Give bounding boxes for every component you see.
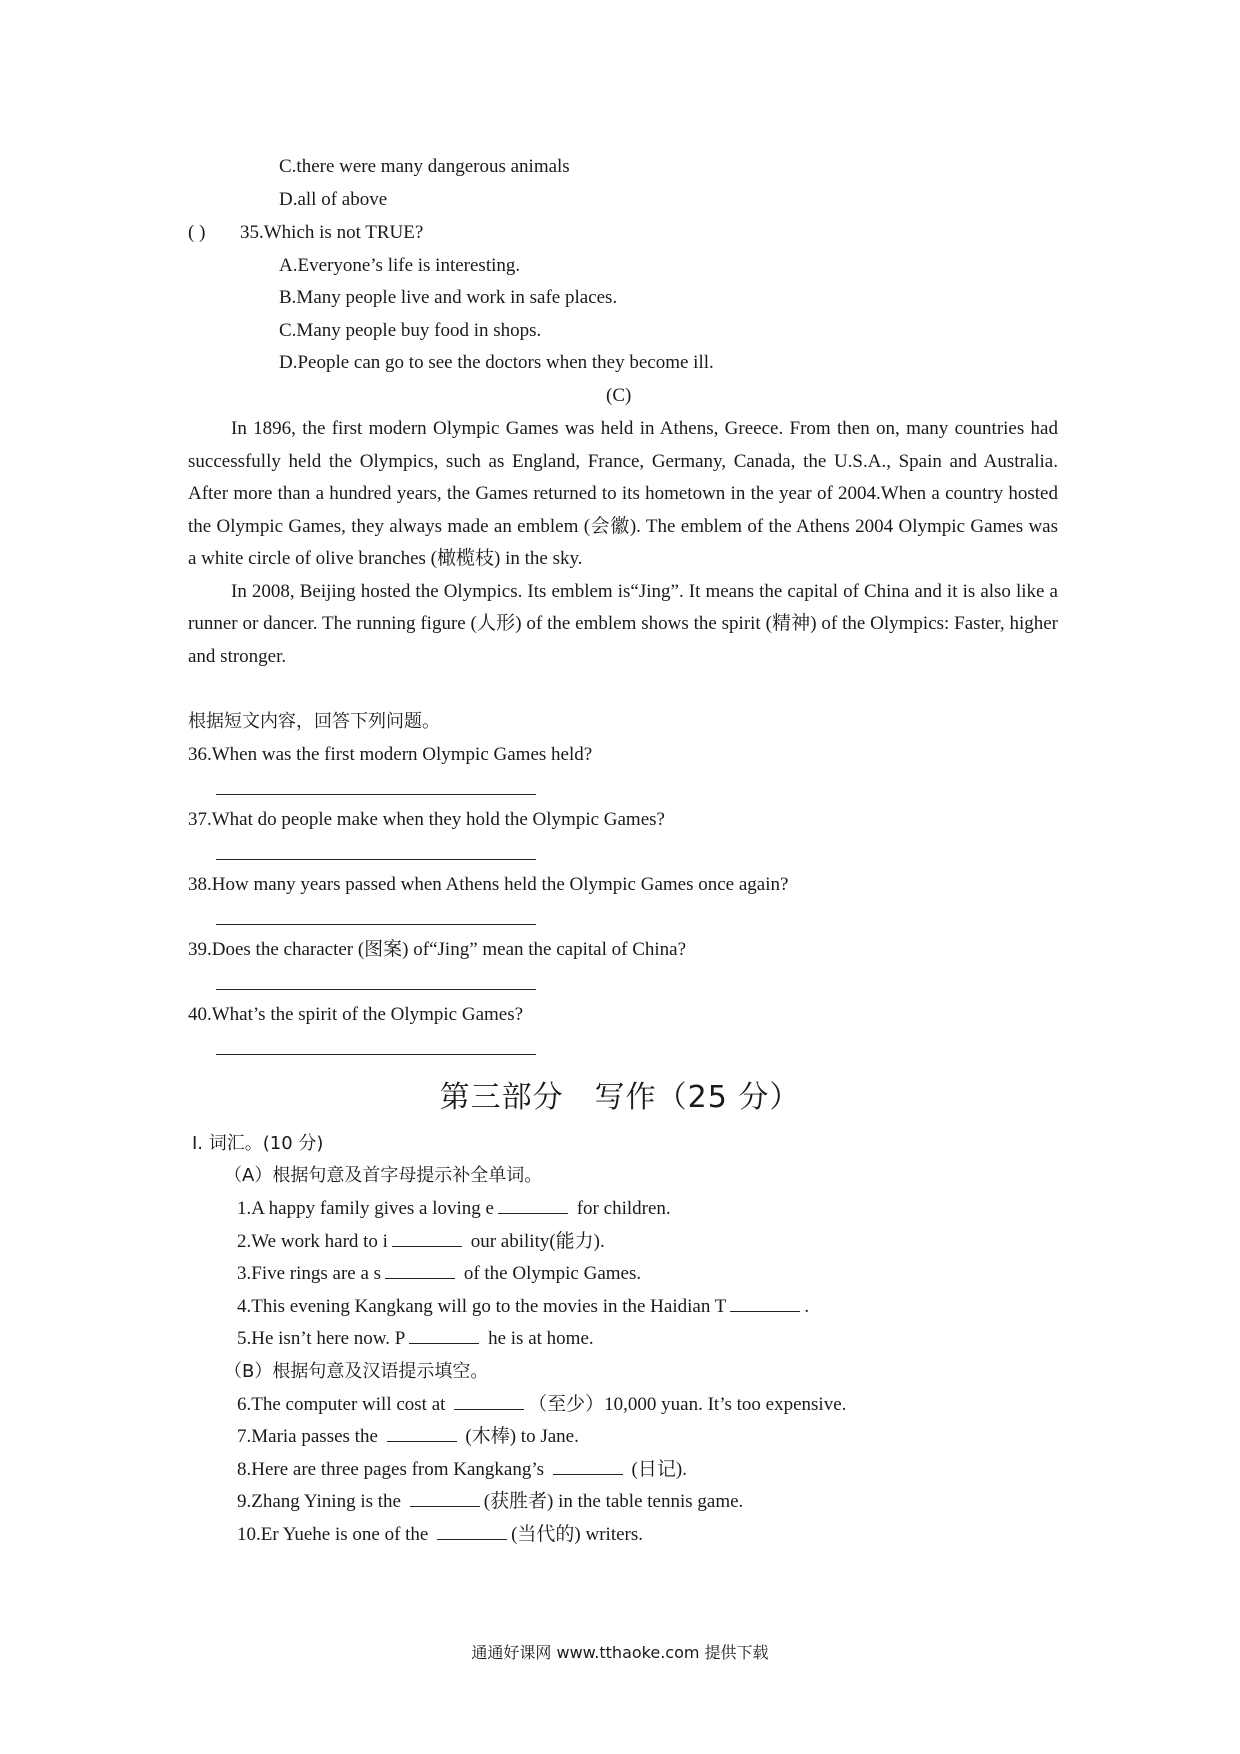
vocab-item-5 [237, 1323, 594, 1356]
vocab-item-8-text: 8.Here are three pages from Kangkang’s [237, 1459, 549, 1480]
q35-option-a: A.Everyone’s life is interesting. [279, 255, 521, 276]
blank-6[interactable] [454, 1389, 524, 1410]
vocab-item-1-text: 1.A happy family gives a loving e [237, 1198, 494, 1219]
passage-label: (C) [606, 385, 632, 406]
group-b-instruction: （B）根据句意及汉语提示填空。 [224, 1361, 489, 1382]
question-37: 37.What do people make when they hold the Olympic Games? [188, 809, 665, 830]
vocab-item-3-tail: of the Olympic Games. [459, 1263, 642, 1284]
passage-instruction: 根据短文内容，回答下列问题。 [188, 711, 440, 732]
vocab-item-6 [237, 1389, 846, 1422]
vocab-item-8 [237, 1454, 687, 1487]
vocab-item-2 [237, 1226, 605, 1259]
vocab-item-4-text: 4.This evening Kangkang will go to the movies in the Haidian T [237, 1296, 727, 1317]
vocab-item-1 [237, 1193, 671, 1226]
vocab-item-2-text: 2.We work hard to i [237, 1231, 388, 1252]
blank-5[interactable] [409, 1323, 479, 1344]
passage-text [188, 413, 1058, 673]
q35-option-c: C.Many people buy food in shops. [279, 320, 542, 341]
part3-title: 第三部分 写作（25 分） [439, 1080, 801, 1115]
blank-10[interactable] [437, 1519, 507, 1540]
blank-4[interactable] [730, 1291, 800, 1312]
vocab-item-5-tail: he is at home. [483, 1328, 594, 1349]
vocab-item-5-text: 5.He isn’t here now. P [237, 1328, 406, 1349]
q35-option-b: B.Many people live and work in safe places. [279, 287, 618, 308]
q34-option-c: C.there were many dangerous animals [279, 156, 570, 177]
vocab-item-7-text: 7.Maria passes the [237, 1426, 383, 1447]
vocab-item-4 [237, 1291, 809, 1324]
vocab-item-2-tail: our ability(能力). [465, 1231, 605, 1252]
vocab-item-1-tail: for children. [571, 1198, 671, 1219]
q34-option-d: D.all of above [279, 189, 388, 210]
answer-line-40[interactable] [216, 1054, 536, 1055]
blank-3[interactable] [385, 1258, 455, 1279]
blank-2[interactable] [392, 1226, 462, 1247]
answer-line-36[interactable] [216, 794, 536, 795]
vocab-item-7 [237, 1421, 579, 1454]
q35-stem: 35.Which is not TRUE? [240, 222, 424, 243]
group-a-instruction: （A）根据句意及首字母提示补全单词。 [224, 1165, 543, 1186]
vocab-item-8-tail: (日记). [626, 1459, 687, 1480]
blank-9[interactable] [410, 1486, 480, 1507]
vocab-item-9 [237, 1486, 743, 1519]
q35-option-d: D.People can go to see the doctors when they become ill. [279, 352, 714, 373]
question-36: 36.When was the first modern Olympic Games held? [188, 744, 593, 765]
vocab-item-10 [237, 1519, 643, 1552]
vocab-item-4-tail: . [804, 1296, 810, 1317]
vocab-item-3 [237, 1258, 641, 1291]
vocab-item-9-text: 9.Zhang Yining is the [237, 1491, 406, 1512]
passage-paragraph-2: In 2008, Beijing hosted the Olympics. Its emblem is“Jing”. It means the capital of China and it is also like a runner or dancer. The running figure (人形) of the emblem shows the spirit (精神) of the Olympics: Faster, higher and stronger. [188, 580, 1058, 667]
answer-line-39[interactable] [216, 989, 536, 990]
question-39: 39.Does the character (图案) of“Jing” mean the capital of China? [188, 939, 687, 960]
vocab-item-3-text: 3.Five rings are a s [237, 1263, 382, 1284]
vocab-section-heading: Ⅰ. 词汇。(10 分) [192, 1133, 324, 1154]
question-38: 38.How many years passed when Athens held the Olympic Games once again? [188, 874, 789, 895]
vocab-item-7-tail: (木棒) to Jane. [460, 1426, 579, 1447]
blank-7[interactable] [387, 1421, 457, 1442]
vocab-item-10-text: 10.Er Yuehe is one of the [237, 1524, 434, 1545]
vocab-item-10-tail: (当代的) writers. [511, 1524, 644, 1545]
vocab-item-6-text: 6.The computer will cost at [237, 1394, 451, 1415]
answer-line-38[interactable] [216, 924, 536, 925]
vocab-item-9-tail: (获胜者) in the table tennis game. [483, 1491, 744, 1512]
blank-8[interactable] [553, 1454, 623, 1475]
blank-1[interactable] [498, 1193, 568, 1214]
page-footer: 通通好课网 www.tthaoke.com 提供下载 [471, 1643, 769, 1662]
vocab-item-6-tail: （至少）10,000 yuan. It’s too expensive. [528, 1394, 847, 1415]
passage-paragraph-1: In 1896, the first modern Olympic Games was held in Athens, Greece. From then on, many countries had successfully held the Olympics, such as England, France, Germany, Canada, the U.S.A., Spain and Australia. After more than a hundred years, the Games returned to its hometown in the year of 2004.When a country hosted the Olympic Games, they always made an emblem (会徽). The emblem of the Athens 2004 Olympic Games was a white circle of olive branches (橄榄枝) in the sky. [188, 418, 1058, 569]
answer-line-37[interactable] [216, 859, 536, 860]
q35-paren: ( ) [188, 222, 206, 243]
question-40: 40.What’s the spirit of the Olympic Games? [188, 1004, 524, 1025]
